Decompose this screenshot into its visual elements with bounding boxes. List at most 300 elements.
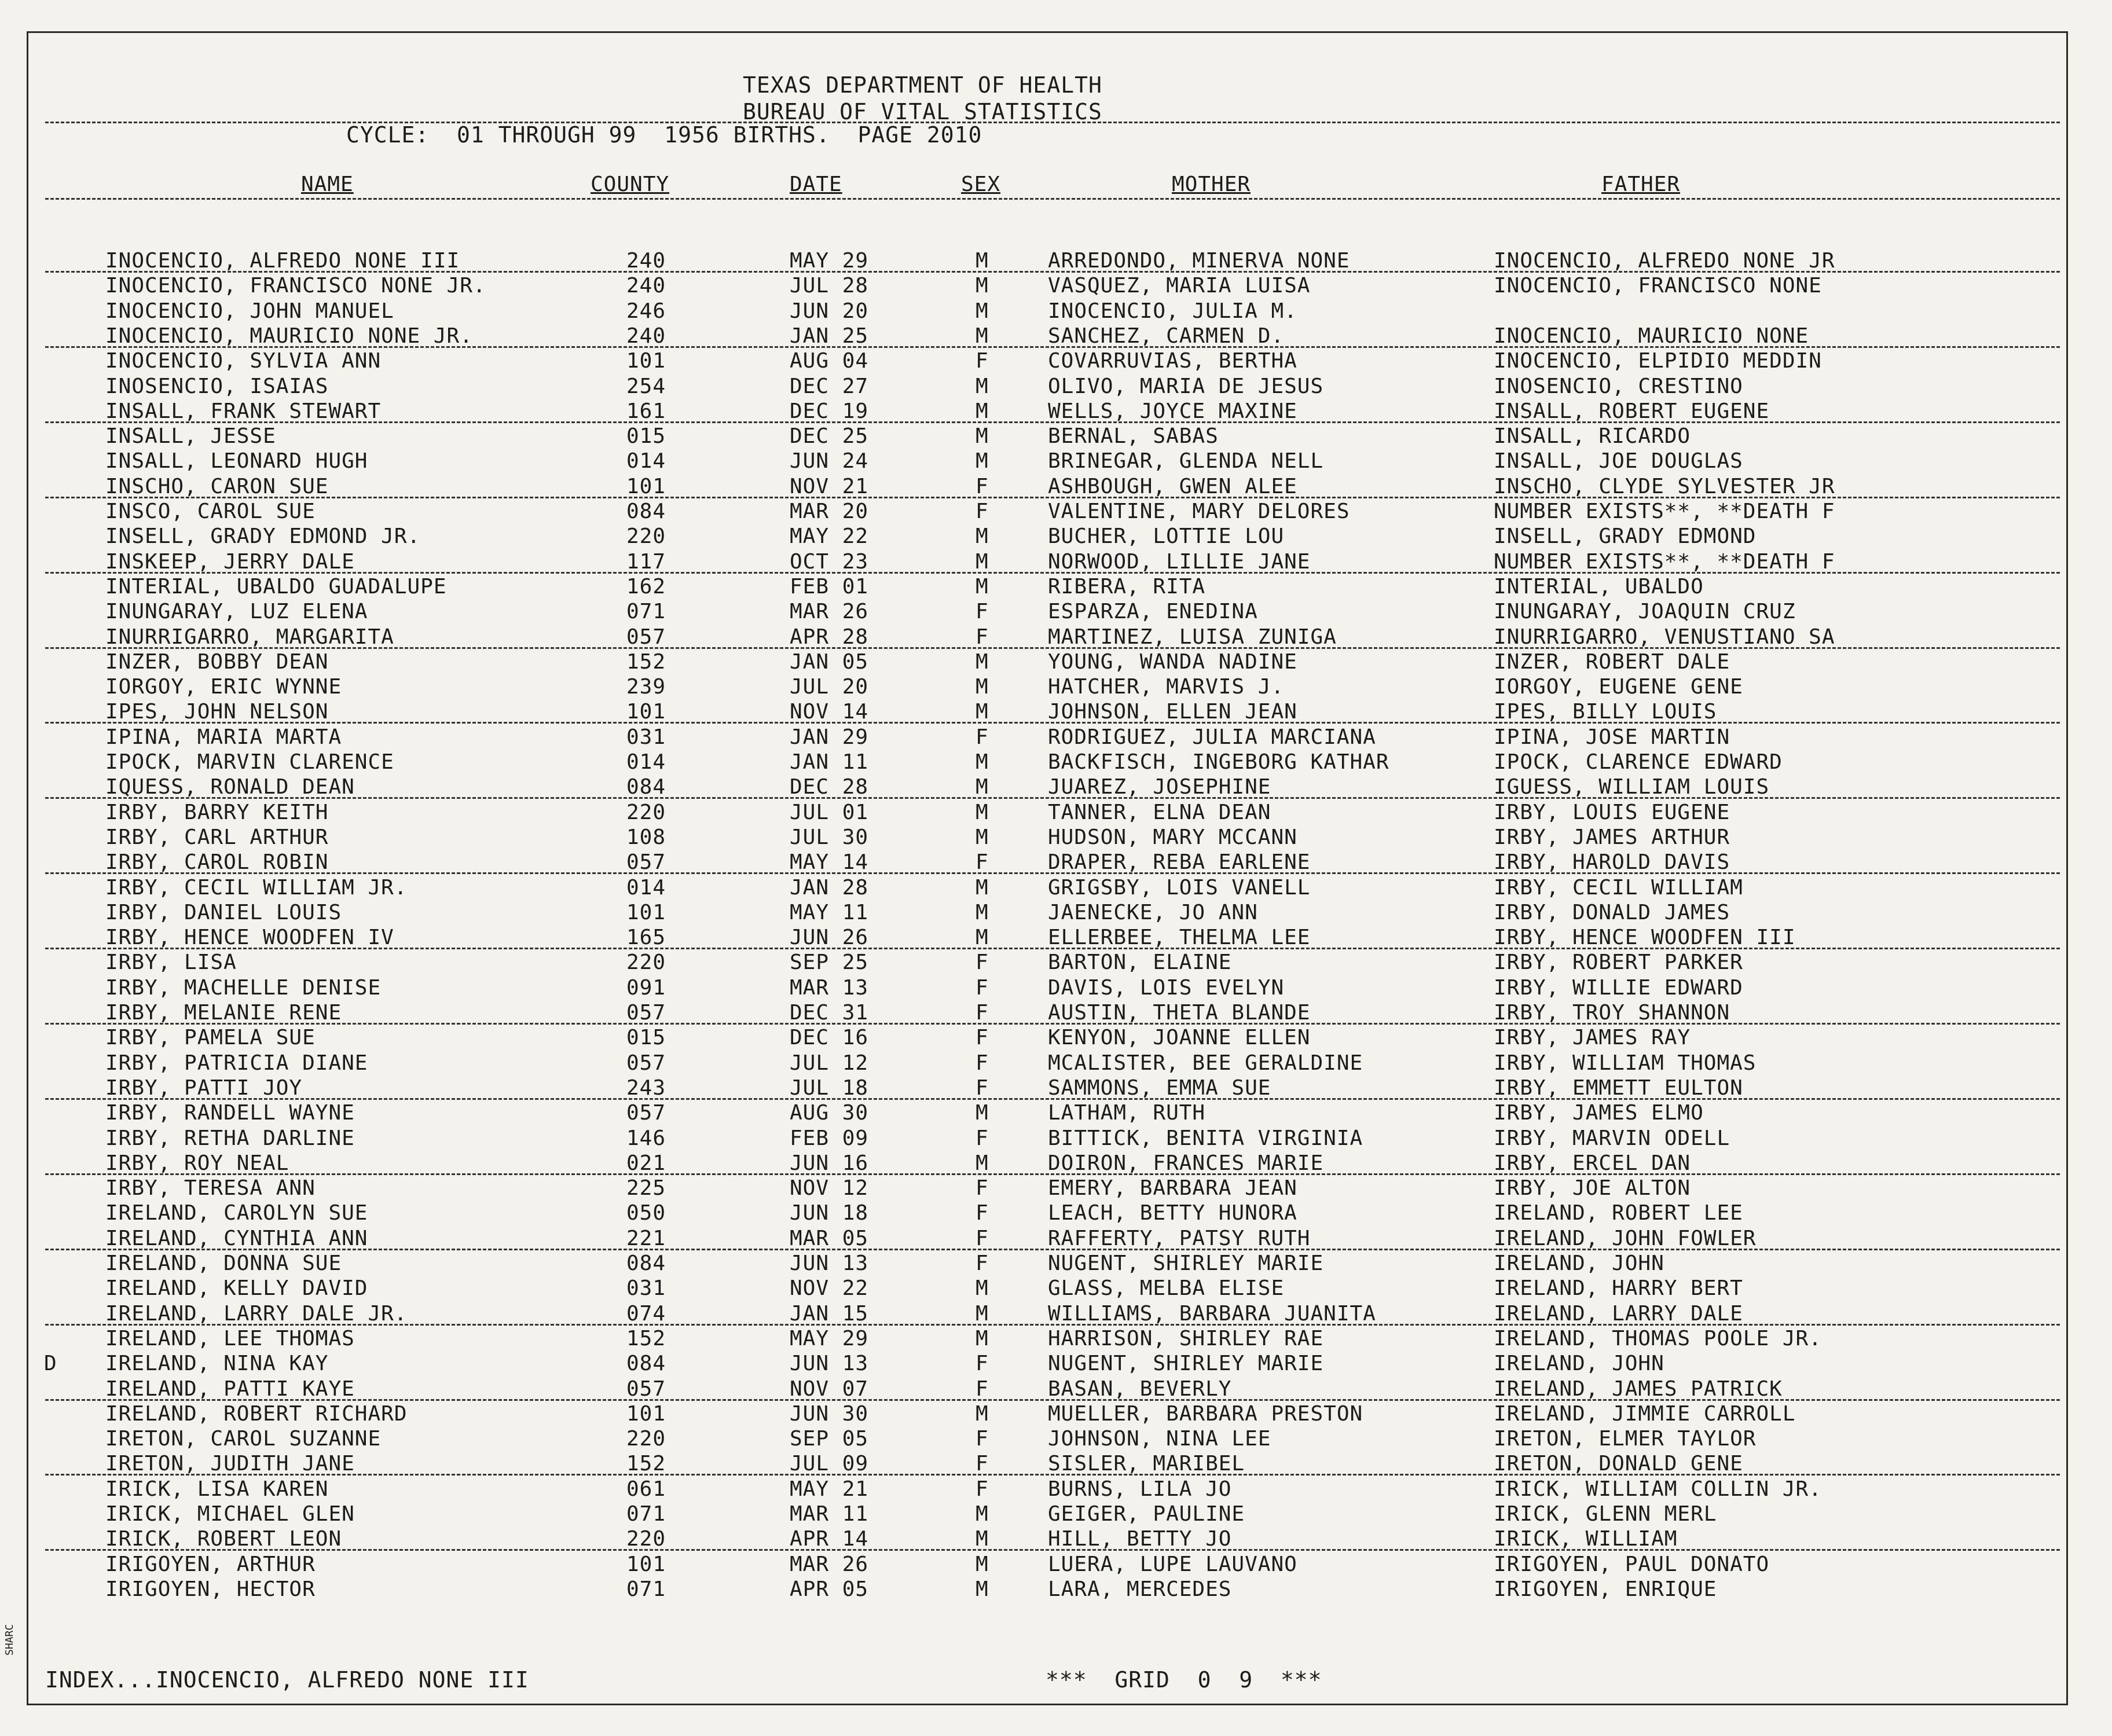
- cell-mother: BUCHER, LOTTIE LOU: [1048, 524, 1285, 549]
- table-row: [0, 500, 2112, 524]
- cell-county: 014: [626, 875, 666, 900]
- cell-county: 015: [626, 1026, 666, 1050]
- row-divider: [45, 346, 2060, 348]
- header-cycle: CYCLE: 01 THROUGH 99 1956 BIRTHS. PAGE 2010: [346, 122, 982, 148]
- cell-father: IRELAND, JIMMIE CARROLL: [1494, 1401, 1796, 1426]
- cell-name: IRBY, PATTI JOY: [105, 1076, 303, 1100]
- cell-date: MAR 26: [790, 600, 869, 624]
- cell-name: IRELAND, LARRY DALE JR.: [105, 1301, 408, 1326]
- cell-father: INOCENCIO, ALFREDO NONE JR: [1494, 249, 1835, 273]
- cell-sex: F: [976, 1176, 989, 1201]
- cell-mother: WILLIAMS, BARBARA JUANITA: [1048, 1301, 1376, 1326]
- cell-county: 152: [626, 1452, 666, 1476]
- cell-name: IRBY, HENCE WOODFEN IV: [105, 926, 394, 950]
- cell-county: 057: [626, 1051, 666, 1075]
- cell-name: INSALL, LEONARD HUGH: [105, 449, 368, 474]
- cell-mother: ESPARZA, ENEDINA: [1048, 600, 1258, 624]
- column-header-name: NAME: [301, 173, 354, 196]
- cell-date: MAY 14: [790, 850, 869, 875]
- cell-name: IRBY, ROY NEAL: [105, 1151, 289, 1175]
- cell-county: 117: [626, 549, 666, 574]
- cell-sex: M: [976, 299, 989, 323]
- cell-date: JUL 01: [790, 800, 869, 824]
- cell-sex: M: [976, 926, 989, 950]
- cell-sex: M: [976, 750, 989, 774]
- cell-father: NUMBER EXISTS**, **DEATH F: [1494, 549, 1835, 574]
- cell-mother: AUSTIN, THETA BLANDE: [1048, 1001, 1311, 1025]
- cell-date: JUN 13: [790, 1352, 869, 1376]
- table-row: [0, 1251, 2112, 1276]
- cell-father: IRBY, LOUIS EUGENE: [1494, 800, 1730, 824]
- cell-father: INSALL, RICARDO: [1494, 424, 1691, 449]
- cell-sex: M: [976, 524, 989, 549]
- cell-county: 071: [626, 1577, 666, 1601]
- cell-date: DEC 27: [790, 374, 869, 398]
- cell-name: INSCHO, CARON SUE: [105, 474, 329, 498]
- table-row: [0, 801, 2112, 825]
- cell-father: IRETON, DONALD GENE: [1494, 1452, 1743, 1476]
- table-row: [0, 249, 2112, 273]
- cell-name: INSELL, GRADY EDMOND JR.: [105, 524, 421, 549]
- table-row: [0, 1151, 2112, 1176]
- cell-county: 220: [626, 524, 666, 549]
- cell-mother: SISLER, MARIBEL: [1048, 1452, 1245, 1476]
- cell-date: NOV 12: [790, 1176, 869, 1201]
- table-row: [0, 750, 2112, 775]
- column-header-date: DATE: [790, 173, 842, 196]
- cell-name: IRBY, RETHA DARLINE: [105, 1126, 355, 1150]
- table-row: [0, 1577, 2112, 1602]
- cell-sex: F: [976, 500, 989, 523]
- table-row: [0, 424, 2112, 449]
- table-row: [0, 1302, 2112, 1326]
- row-divider: [45, 271, 2060, 273]
- cell-father: IRICK, GLENN MERL: [1494, 1502, 1717, 1526]
- row-divider: [45, 572, 2060, 574]
- cell-county: 074: [626, 1301, 666, 1326]
- cell-county: 091: [626, 975, 666, 1000]
- cell-county: 057: [626, 625, 666, 649]
- row-divider: [45, 1249, 2060, 1250]
- cell-father: INSALL, JOE DOUGLAS: [1494, 449, 1743, 474]
- cell-sex: M: [976, 875, 989, 900]
- cell-sex: M: [976, 574, 989, 599]
- cell-mother: SANCHEZ, CARMEN D.: [1048, 324, 1285, 348]
- cell-name: IRICK, ROBERT LEON: [105, 1527, 342, 1551]
- cell-father: IRICK, WILLIAM COLLIN JR.: [1494, 1477, 1822, 1501]
- cell-sex: F: [976, 474, 989, 498]
- cell-mother: KENYON, JOANNE ELLEN: [1048, 1026, 1311, 1050]
- cell-county: 225: [626, 1176, 666, 1201]
- cell-name: INURRIGARRO, MARGARITA: [105, 625, 394, 649]
- cell-father: IPINA, JOSE MARTIN: [1494, 725, 1730, 749]
- cell-sex: F: [976, 1352, 989, 1376]
- cell-father: IRBY, ROBERT PARKER: [1494, 950, 1743, 975]
- cell-mother: YOUNG, WANDA NADINE: [1048, 649, 1297, 674]
- cell-mother: BERNAL, SABAS: [1048, 424, 1219, 449]
- cell-date: JUL 12: [790, 1051, 869, 1075]
- column-header-father: FATHER: [1601, 173, 1681, 196]
- table-row: [0, 475, 2112, 499]
- cell-mother: VASQUEZ, MARIA LUISA: [1048, 274, 1311, 298]
- cell-name: IPINA, MARIA MARTA: [105, 725, 342, 749]
- table-row: [0, 976, 2112, 1000]
- cell-county: 101: [626, 349, 666, 373]
- cell-sex: F: [976, 625, 989, 649]
- cell-name: INOCENCIO, ALFREDO NONE III: [105, 249, 460, 273]
- cell-father: IRIGOYEN, ENRIQUE: [1494, 1577, 1717, 1601]
- cell-father: IRBY, WILLIE EDWARD: [1494, 975, 1743, 1000]
- cell-name: IRIGOYEN, HECTOR: [105, 1577, 316, 1601]
- cell-name: IRELAND, PATTI KAYE: [105, 1377, 355, 1401]
- table-row: [0, 399, 2112, 424]
- cell-date: JUN 16: [790, 1151, 869, 1175]
- cell-mother: BASAN, BEVERLY: [1048, 1377, 1232, 1401]
- cell-mother: ASHBOUGH, GWEN ALEE: [1048, 474, 1297, 498]
- table-row: [0, 1352, 2112, 1376]
- cell-name: IRBY, MACHELLE DENISE: [105, 975, 382, 1000]
- cell-mother: HARRISON, SHIRLEY RAE: [1048, 1326, 1324, 1350]
- table-row: [0, 1101, 2112, 1125]
- cell-name: INSALL, FRANK STEWART: [105, 399, 382, 423]
- cell-sex: M: [976, 800, 989, 824]
- cell-date: FEB 01: [790, 574, 869, 599]
- cell-county: 161: [626, 399, 666, 423]
- cell-county: 220: [626, 800, 666, 824]
- cell-name: IQUESS, RONALD DEAN: [105, 775, 355, 799]
- cell-father: IRETON, ELMER TAYLOR: [1494, 1427, 1757, 1451]
- cell-sex: M: [976, 700, 989, 724]
- cell-name: INOCENCIO, JOHN MANUEL: [105, 299, 394, 323]
- cell-date: NOV 21: [790, 474, 869, 498]
- cell-father: IRBY, JAMES ELMO: [1494, 1101, 1704, 1125]
- cell-name: IPOCK, MARVIN CLARENCE: [105, 750, 394, 774]
- cell-father: IRBY, HENCE WOODFEN III: [1494, 926, 1796, 950]
- cell-county: 084: [626, 1251, 666, 1275]
- cell-date: DEC 19: [790, 399, 869, 423]
- table-row: [0, 1026, 2112, 1050]
- table-row: [0, 675, 2112, 699]
- cell-mother: VALENTINE, MARY DELORES: [1048, 500, 1350, 523]
- cell-father: INOCENCIO, ELPIDIO MEDDIN: [1494, 349, 1822, 373]
- cell-date: APR 05: [790, 1577, 869, 1601]
- cell-sex: M: [976, 1527, 989, 1551]
- cell-mother: GRIGSBY, LOIS VANELL: [1048, 875, 1311, 900]
- table-row: [0, 1076, 2112, 1100]
- cell-sex: M: [976, 1276, 989, 1301]
- row-divider: [45, 1399, 2060, 1401]
- table-row: [0, 1201, 2112, 1225]
- cell-father: IORGOY, EUGENE GENE: [1494, 675, 1743, 699]
- row-divider: [45, 797, 2060, 799]
- cell-mother: RAFFERTY, PATSY RUTH: [1048, 1226, 1311, 1250]
- cell-sex: M: [976, 675, 989, 699]
- table-row: [0, 1377, 2112, 1401]
- cell-mother: COVARRUVIAS, BERTHA: [1048, 349, 1297, 373]
- cell-sex: M: [976, 1502, 989, 1526]
- table-row: [0, 1527, 2112, 1551]
- cell-sex: F: [976, 1126, 989, 1150]
- cell-mother: LEACH, BETTY HUNORA: [1048, 1201, 1297, 1225]
- cell-sex: M: [976, 549, 989, 574]
- cell-county: 220: [626, 1427, 666, 1451]
- table-row: [0, 1427, 2112, 1451]
- cell-sex: M: [976, 1301, 989, 1326]
- cell-sex: M: [976, 399, 989, 423]
- cell-mother: MCALISTER, BEE GERALDINE: [1048, 1051, 1363, 1075]
- cell-father: IRBY, JAMES ARTHUR: [1494, 825, 1730, 849]
- cell-county: 071: [626, 1502, 666, 1526]
- cell-name: IRELAND, LEE THOMAS: [105, 1326, 355, 1350]
- cell-county: 014: [626, 750, 666, 774]
- cell-name: INZER, BOBBY DEAN: [105, 649, 329, 674]
- cell-father: INTERIAL, UBALDO: [1494, 574, 1704, 599]
- cell-sex: M: [976, 249, 989, 273]
- cell-county: 021: [626, 1151, 666, 1175]
- cell-county: 057: [626, 850, 666, 875]
- cell-county: 084: [626, 500, 666, 523]
- cell-name: IRBY, CARL ARTHUR: [105, 825, 329, 849]
- table-row: [0, 1126, 2112, 1151]
- cell-date: JAN 28: [790, 875, 869, 900]
- cell-date: JUL 20: [790, 675, 869, 699]
- cell-sex: M: [976, 1326, 989, 1350]
- header-title: TEXAS DEPARTMENT OF HEALTH: [743, 72, 1102, 98]
- row-divider: [45, 1023, 2060, 1025]
- cell-name: IRICK, MICHAEL GLEN: [105, 1502, 355, 1526]
- cell-date: JUN 13: [790, 1251, 869, 1275]
- cell-father: INZER, ROBERT DALE: [1494, 649, 1730, 674]
- cell-sex: F: [976, 1001, 989, 1025]
- cell-date: DEC 16: [790, 1026, 869, 1050]
- cell-name: INSCO, CAROL SUE: [105, 500, 316, 523]
- cell-father: IRICK, WILLIAM: [1494, 1527, 1678, 1551]
- table-row: [0, 349, 2112, 373]
- cell-mother: BACKFISCH, INGEBORG KATHAR: [1048, 750, 1389, 774]
- cell-sex: F: [976, 1026, 989, 1050]
- cell-date: JAN 11: [790, 750, 869, 774]
- table-row: [0, 575, 2112, 599]
- cell-name: IRBY, PAMELA SUE: [105, 1026, 316, 1050]
- cell-father: IRBY, TROY SHANNON: [1494, 1001, 1730, 1025]
- cell-father: IRELAND, JOHN FOWLER: [1494, 1226, 1757, 1250]
- cell-date: AUG 30: [790, 1101, 869, 1125]
- cell-father: IRBY, MARVIN ODELL: [1494, 1126, 1730, 1150]
- cell-date: JUL 30: [790, 825, 869, 849]
- cell-county: 050: [626, 1201, 666, 1225]
- cell-name: IRETON, CAROL SUZANNE: [105, 1427, 382, 1451]
- cell-date: NOV 07: [790, 1377, 869, 1401]
- cell-county: 240: [626, 249, 666, 273]
- cell-name: IRBY, DANIEL LOUIS: [105, 900, 342, 924]
- row-divider: [45, 421, 2060, 423]
- cell-date: JAN 05: [790, 649, 869, 674]
- cell-name: IRIGOYEN, ARTHUR: [105, 1552, 316, 1576]
- cell-mother: BRINEGAR, GLENDA NELL: [1048, 449, 1324, 474]
- table-row: [0, 901, 2112, 925]
- table-row: [0, 1502, 2112, 1526]
- cell-sex: F: [976, 1051, 989, 1075]
- cell-mother: JOHNSON, NINA LEE: [1048, 1427, 1271, 1451]
- cell-sex: M: [976, 775, 989, 799]
- cell-sex: M: [976, 825, 989, 849]
- cell-mother: LUERA, LUPE LAUVANO: [1048, 1552, 1297, 1576]
- cell-date: JUN 30: [790, 1401, 869, 1426]
- cell-name: IRELAND, KELLY DAVID: [105, 1276, 368, 1301]
- table-row: [0, 700, 2112, 724]
- cell-name: IRBY, RANDELL WAYNE: [105, 1101, 355, 1125]
- cell-county: 240: [626, 274, 666, 298]
- cell-father: IRBY, HAROLD DAVIS: [1494, 850, 1730, 875]
- cell-sex: M: [976, 324, 989, 348]
- cell-date: JUN 26: [790, 926, 869, 950]
- cell-father: IRELAND, JOHN: [1494, 1251, 1664, 1275]
- cell-date: MAY 29: [790, 1326, 869, 1350]
- cell-sex: F: [976, 1452, 989, 1476]
- cell-sex: F: [976, 725, 989, 749]
- cell-mother: DAVIS, LOIS EVELYN: [1048, 975, 1285, 1000]
- row-divider: [45, 1474, 2060, 1476]
- cell-father: INURRIGARRO, VENUSTIANO SA: [1494, 625, 1835, 649]
- cell-mother: INOCENCIO, JULIA M.: [1048, 299, 1297, 323]
- cell-sex: F: [976, 1377, 989, 1401]
- cell-mother: GEIGER, PAULINE: [1048, 1502, 1245, 1526]
- column-header-mother: MOTHER: [1172, 173, 1251, 196]
- cell-date: MAY 21: [790, 1477, 869, 1501]
- cell-mother: RODRIGUEZ, JULIA MARCIANA: [1048, 725, 1376, 749]
- table-row: [0, 650, 2112, 674]
- cell-name: IRBY, BARRY KEITH: [105, 800, 329, 824]
- cell-name: IPES, JOHN NELSON: [105, 700, 329, 724]
- cell-mother: ARREDONDO, MINERVA NONE: [1048, 249, 1350, 273]
- cell-date: JUN 18: [790, 1201, 869, 1225]
- cell-county: 057: [626, 1001, 666, 1025]
- cell-name: INTERIAL, UBALDO GUADALUPE: [105, 574, 447, 599]
- row-divider: [45, 1173, 2060, 1175]
- cell-date: JUL 09: [790, 1452, 869, 1476]
- cell-county: 165: [626, 926, 666, 950]
- table-row: [0, 324, 2112, 348]
- cell-date: FEB 09: [790, 1126, 869, 1150]
- cell-name: IRELAND, CYNTHIA ANN: [105, 1226, 368, 1250]
- row-divider: [45, 647, 2060, 649]
- cell-mother: NORWOOD, LILLIE JANE: [1048, 549, 1311, 574]
- cell-date: JAN 25: [790, 324, 869, 348]
- cell-county: 031: [626, 725, 666, 749]
- cell-date: JUN 20: [790, 299, 869, 323]
- cell-name: INSKEEP, JERRY DALE: [105, 549, 355, 574]
- cell-father: IRELAND, LARRY DALE: [1494, 1301, 1743, 1326]
- cell-mother: LARA, MERCEDES: [1048, 1577, 1232, 1601]
- cell-sex: M: [976, 900, 989, 924]
- cell-father: NUMBER EXISTS**, **DEATH F: [1494, 500, 1835, 523]
- cell-name: IRBY, MELANIE RENE: [105, 1001, 342, 1025]
- cell-county: 015: [626, 424, 666, 449]
- column-header-county: COUNTY: [591, 173, 670, 196]
- cell-father: INSCHO, CLYDE SYLVESTER JR: [1494, 474, 1835, 498]
- table-row: [0, 524, 2112, 549]
- cell-date: DEC 25: [790, 424, 869, 449]
- row-divider: [45, 1549, 2060, 1551]
- cell-sex: M: [976, 1577, 989, 1601]
- cell-mother: MUELLER, BARBARA PRESTON: [1048, 1401, 1363, 1426]
- cell-sex: F: [976, 1251, 989, 1275]
- cell-date: MAR 26: [790, 1552, 869, 1576]
- cell-county: 162: [626, 574, 666, 599]
- cell-mother: NUGENT, SHIRLEY MARIE: [1048, 1251, 1324, 1275]
- table-row: [0, 1176, 2112, 1201]
- cell-father: INOSENCIO, CRESTINO: [1494, 374, 1743, 398]
- cell-father: IGUESS, WILLIAM LOUIS: [1494, 775, 1770, 799]
- cell-father: INSALL, ROBERT EUGENE: [1494, 399, 1770, 423]
- cell-mother: JUAREZ, JOSEPHINE: [1048, 775, 1271, 799]
- cell-name: INOSENCIO, ISAIAS: [105, 374, 329, 398]
- cell-date: MAY 11: [790, 900, 869, 924]
- cell-mother: JOHNSON, ELLEN JEAN: [1048, 700, 1297, 724]
- cell-father: IRBY, JOE ALTON: [1494, 1176, 1691, 1201]
- cell-date: MAY 22: [790, 524, 869, 549]
- cell-county: 057: [626, 1377, 666, 1401]
- cell-father: INSELL, GRADY EDMOND: [1494, 524, 1757, 549]
- table-row: [0, 550, 2112, 574]
- cell-sex: F: [976, 1477, 989, 1501]
- cell-date: APR 28: [790, 625, 869, 649]
- cell-county: 061: [626, 1477, 666, 1501]
- cell-name: IRBY, TERESA ANN: [105, 1176, 316, 1201]
- cell-father: IRBY, EMMETT EULTON: [1494, 1076, 1743, 1100]
- cell-father: IRELAND, JOHN: [1494, 1352, 1664, 1376]
- cell-county: 071: [626, 600, 666, 624]
- cell-mother: MARTINEZ, LUISA ZUNIGA: [1048, 625, 1337, 649]
- cell-name: IRBY, LISA: [105, 950, 237, 975]
- table-row: [0, 1477, 2112, 1502]
- cell-sex: F: [976, 1076, 989, 1100]
- cell-date: MAR 13: [790, 975, 869, 1000]
- cell-sex: F: [976, 850, 989, 875]
- cell-date: JUL 28: [790, 274, 869, 298]
- cell-father: IRBY, JAMES RAY: [1494, 1026, 1691, 1050]
- cell-date: NOV 22: [790, 1276, 869, 1301]
- cell-county: 101: [626, 700, 666, 724]
- cell-county: 101: [626, 474, 666, 498]
- cell-name: IRELAND, NINA KAY: [105, 1352, 329, 1376]
- cell-father: IPES, BILLY LOUIS: [1494, 700, 1717, 724]
- table-row: [0, 926, 2112, 950]
- cell-county: 014: [626, 449, 666, 474]
- cell-flag: D: [44, 1352, 57, 1376]
- table-row: [0, 449, 2112, 474]
- cell-mother: EMERY, BARBARA JEAN: [1048, 1176, 1297, 1201]
- cell-sex: F: [976, 975, 989, 1000]
- cell-date: JAN 15: [790, 1301, 869, 1326]
- row-divider: [45, 1098, 2060, 1100]
- cell-name: INOCENCIO, FRANCISCO NONE JR.: [105, 274, 486, 298]
- cell-sex: M: [976, 374, 989, 398]
- cell-date: DEC 28: [790, 775, 869, 799]
- cell-father: IRBY, ERCEL DAN: [1494, 1151, 1691, 1175]
- cell-father: IRELAND, ROBERT LEE: [1494, 1201, 1743, 1225]
- row-divider: [45, 722, 2060, 724]
- cell-county: 243: [626, 1076, 666, 1100]
- table-row: [0, 775, 2112, 799]
- cell-name: INUNGARAY, LUZ ELENA: [105, 600, 368, 624]
- cell-county: 108: [626, 825, 666, 849]
- cell-mother: TANNER, ELNA DEAN: [1048, 800, 1271, 824]
- cell-sex: M: [976, 1401, 989, 1426]
- table-row: [0, 1051, 2112, 1076]
- cell-date: SEP 25: [790, 950, 869, 975]
- cell-father: IPOCK, CLARENCE EDWARD: [1494, 750, 1783, 774]
